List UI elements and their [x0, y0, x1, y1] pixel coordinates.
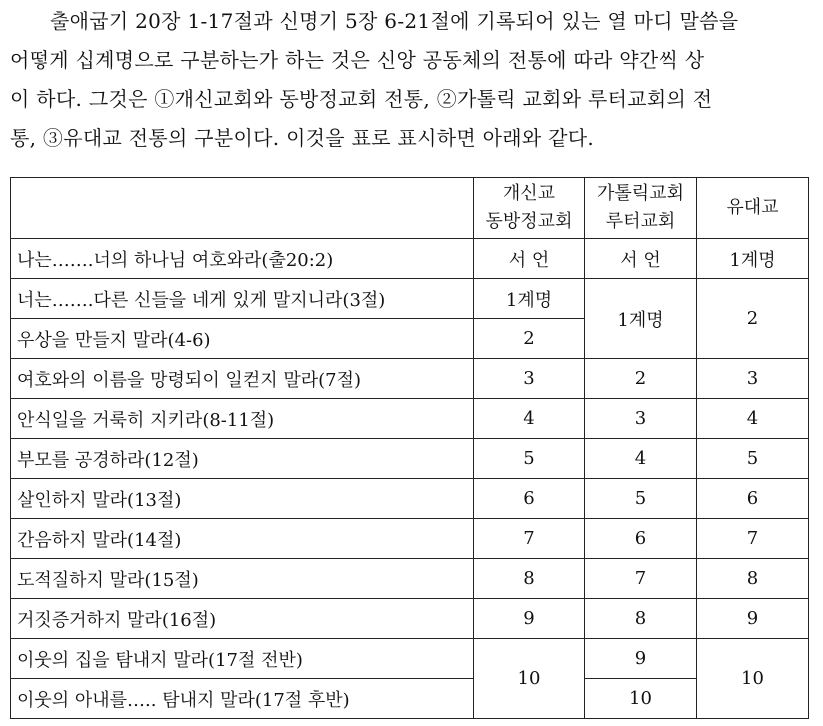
cell-catholic: 10	[585, 679, 697, 719]
table-row	[11, 679, 809, 719]
header-line: 가톨릭교회	[597, 183, 684, 204]
cell-jewish: 1계명	[697, 239, 809, 279]
row-label: 안식일을 거룩히 지키라(8-11절)	[11, 399, 474, 439]
cell-protestant: 6	[474, 479, 585, 519]
intro-line: 이 하다. 그것은 ①개신교회와 동방정교회 전통, ②가톨릭 교회와 루터교회의 전	[10, 87, 713, 111]
header-line: 동방정교회	[485, 211, 573, 232]
cell-jewish: 6	[697, 479, 809, 519]
header-empty	[11, 178, 474, 239]
cell-jewish: 5	[697, 439, 809, 479]
row-label: 간음하지 말라(14절)	[11, 519, 474, 559]
cell-jewish: 8	[697, 559, 809, 599]
cell-jewish: 3	[697, 359, 809, 399]
table-row	[11, 479, 809, 519]
header-line: 개신교	[502, 183, 556, 204]
row-label: 우상을 만들지 말라(4-6)	[11, 319, 474, 359]
cell-protestant: 3	[474, 359, 585, 399]
table-row	[11, 439, 809, 479]
cell-catholic: 서 언	[585, 239, 697, 279]
cell-protestant: 서 언	[474, 239, 585, 279]
cell-protestant: 8	[474, 559, 585, 599]
header-catholic-lutheran	[585, 178, 697, 239]
cell-catholic: 2	[585, 359, 697, 399]
cell-catholic: 4	[585, 439, 697, 479]
cell-catholic: 3	[585, 399, 697, 439]
table-row	[11, 519, 809, 559]
cell-catholic: 9	[585, 639, 697, 679]
row-label: 살인하지 말라(13절)	[11, 479, 474, 519]
cell-protestant: 10	[474, 639, 585, 719]
row-label: 부모를 공경하라(12절)	[11, 439, 474, 479]
row-label: 나는…….너의 하나님 여호와라(출20:2)	[11, 239, 474, 279]
cell-catholic: 8	[585, 599, 697, 639]
row-label: 이웃의 아내를….. 탐내지 말라(17절 후반)	[11, 679, 474, 719]
table-row	[11, 599, 809, 639]
table-row	[11, 279, 809, 319]
table-header-row	[11, 178, 809, 239]
cell-protestant: 1계명	[474, 279, 585, 319]
intro-line: 통, ③유대교 전통의 구분이다. 이것을 표로 표시하면 아래와 같다.	[10, 126, 595, 150]
table-row	[11, 399, 809, 439]
table-row	[11, 559, 809, 599]
table-row	[11, 359, 809, 399]
cell-protestant: 2	[474, 319, 585, 359]
row-label: 도적질하지 말라(15절)	[11, 559, 474, 599]
row-label: 이웃의 집을 탐내지 말라(17절 전반)	[11, 639, 474, 679]
cell-catholic: 6	[585, 519, 697, 559]
cell-protestant: 9	[474, 599, 585, 639]
cell-catholic: 1계명	[585, 279, 697, 359]
commandments-table	[10, 177, 809, 719]
cell-catholic: 5	[585, 479, 697, 519]
table-row	[11, 639, 809, 679]
cell-jewish: 7	[697, 519, 809, 559]
header-protestant-orthodox	[474, 178, 585, 239]
row-label: 여호와의 이름을 망령되이 일컫지 말라(7절)	[11, 359, 474, 399]
cell-protestant: 7	[474, 519, 585, 559]
cell-protestant: 4	[474, 399, 585, 439]
cell-jewish: 9	[697, 599, 809, 639]
cell-jewish: 2	[697, 279, 809, 359]
header-line: 루터교회	[605, 211, 676, 232]
cell-catholic: 7	[585, 559, 697, 599]
cell-protestant: 5	[474, 439, 585, 479]
intro-paragraph	[10, 2, 810, 158]
table-row	[11, 239, 809, 279]
cell-jewish: 4	[697, 399, 809, 439]
row-label: 너는…….다른 신들을 네게 있게 말지니라(3절)	[11, 279, 474, 319]
header-jewish: 유대교	[697, 178, 809, 239]
row-label: 거짓증거하지 말라(16절)	[11, 599, 474, 639]
intro-line: 어떻게 십계명으로 구분하는가 하는 것은 신앙 공동체의 전통에 따라 약간씩 상	[10, 48, 705, 72]
cell-jewish: 10	[697, 639, 809, 719]
intro-line: 출애굽기 20장 1-17절과 신명기 5장 6-21절에 기록되어 있는 열 마디 말씀을	[50, 9, 739, 33]
